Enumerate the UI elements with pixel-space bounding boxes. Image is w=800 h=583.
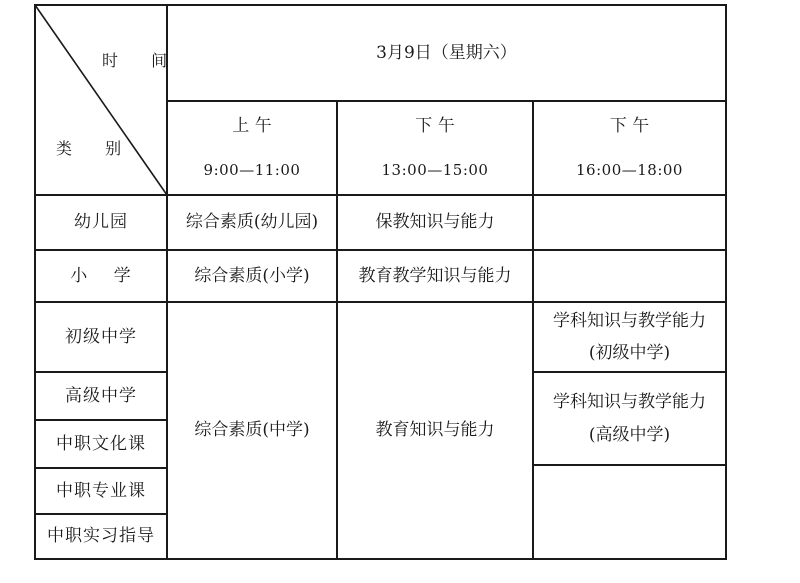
- category-label: 初级中学: [65, 326, 137, 347]
- subject-label: 综合素质(中学): [194, 420, 310, 441]
- category-label: 高级中学: [65, 385, 137, 406]
- subject-cell: [338, 303, 532, 558]
- subject-cell: [168, 196, 336, 249]
- subject-label: 教育知识与能力: [375, 420, 495, 441]
- category-cell: [36, 303, 166, 371]
- session-period: 上 午: [232, 116, 272, 137]
- subject-cell: [534, 303, 725, 371]
- subject-label: 教育教学知识与能力: [358, 265, 512, 286]
- session-time: 13:00—15:00: [381, 161, 489, 180]
- subject-cell: [338, 251, 532, 301]
- session-header-afternoon-2: [534, 102, 725, 194]
- category-label: 中职文化课: [56, 433, 146, 454]
- category-label: 中职实习指导: [47, 526, 155, 547]
- corner-category-label: 类 别: [56, 139, 136, 158]
- session-period: 下 午: [609, 116, 650, 137]
- subject-label: 保教知识与能力: [375, 212, 495, 233]
- category-label: 小 学: [70, 265, 132, 286]
- subject-label: 学科知识与教学能力: [553, 310, 706, 331]
- corner-time-label: 时 间: [102, 51, 182, 70]
- session-period: 下 午: [415, 116, 455, 137]
- subject-cell: [168, 251, 336, 301]
- subject-cell: [168, 303, 336, 558]
- subject-level: (高级中学): [588, 424, 671, 445]
- session-time: 9:00—11:00: [203, 161, 301, 180]
- table-border-bottom: [34, 558, 727, 560]
- session-header-morning: [168, 102, 336, 194]
- category-label: 中职专业课: [56, 480, 146, 501]
- category-cell: [36, 469, 166, 513]
- session-header-afternoon-1: [338, 102, 532, 194]
- category-cell: [36, 196, 166, 249]
- category-cell: [36, 373, 166, 419]
- category-label: 幼儿园: [74, 212, 128, 233]
- category-cell: [36, 251, 166, 301]
- grid-line: [534, 464, 727, 466]
- subject-level: (初级中学): [588, 343, 671, 363]
- date-header-text: 3月9日（星期六）: [376, 42, 517, 63]
- subject-label: 学科知识与教学能力: [553, 392, 706, 413]
- session-time: 16:00—18:00: [576, 161, 683, 180]
- category-cell: [36, 421, 166, 467]
- date-header: [168, 6, 725, 100]
- corner-diagonal: [34, 4, 168, 196]
- subject-cell: [534, 373, 725, 464]
- subject-label: 综合素质(小学): [194, 265, 310, 286]
- subject-label: 综合素质(幼儿园): [185, 212, 319, 233]
- subject-cell: [338, 196, 532, 249]
- table-border-right: [725, 4, 727, 560]
- category-cell: [36, 515, 166, 558]
- exam-schedule-table: [34, 4, 727, 560]
